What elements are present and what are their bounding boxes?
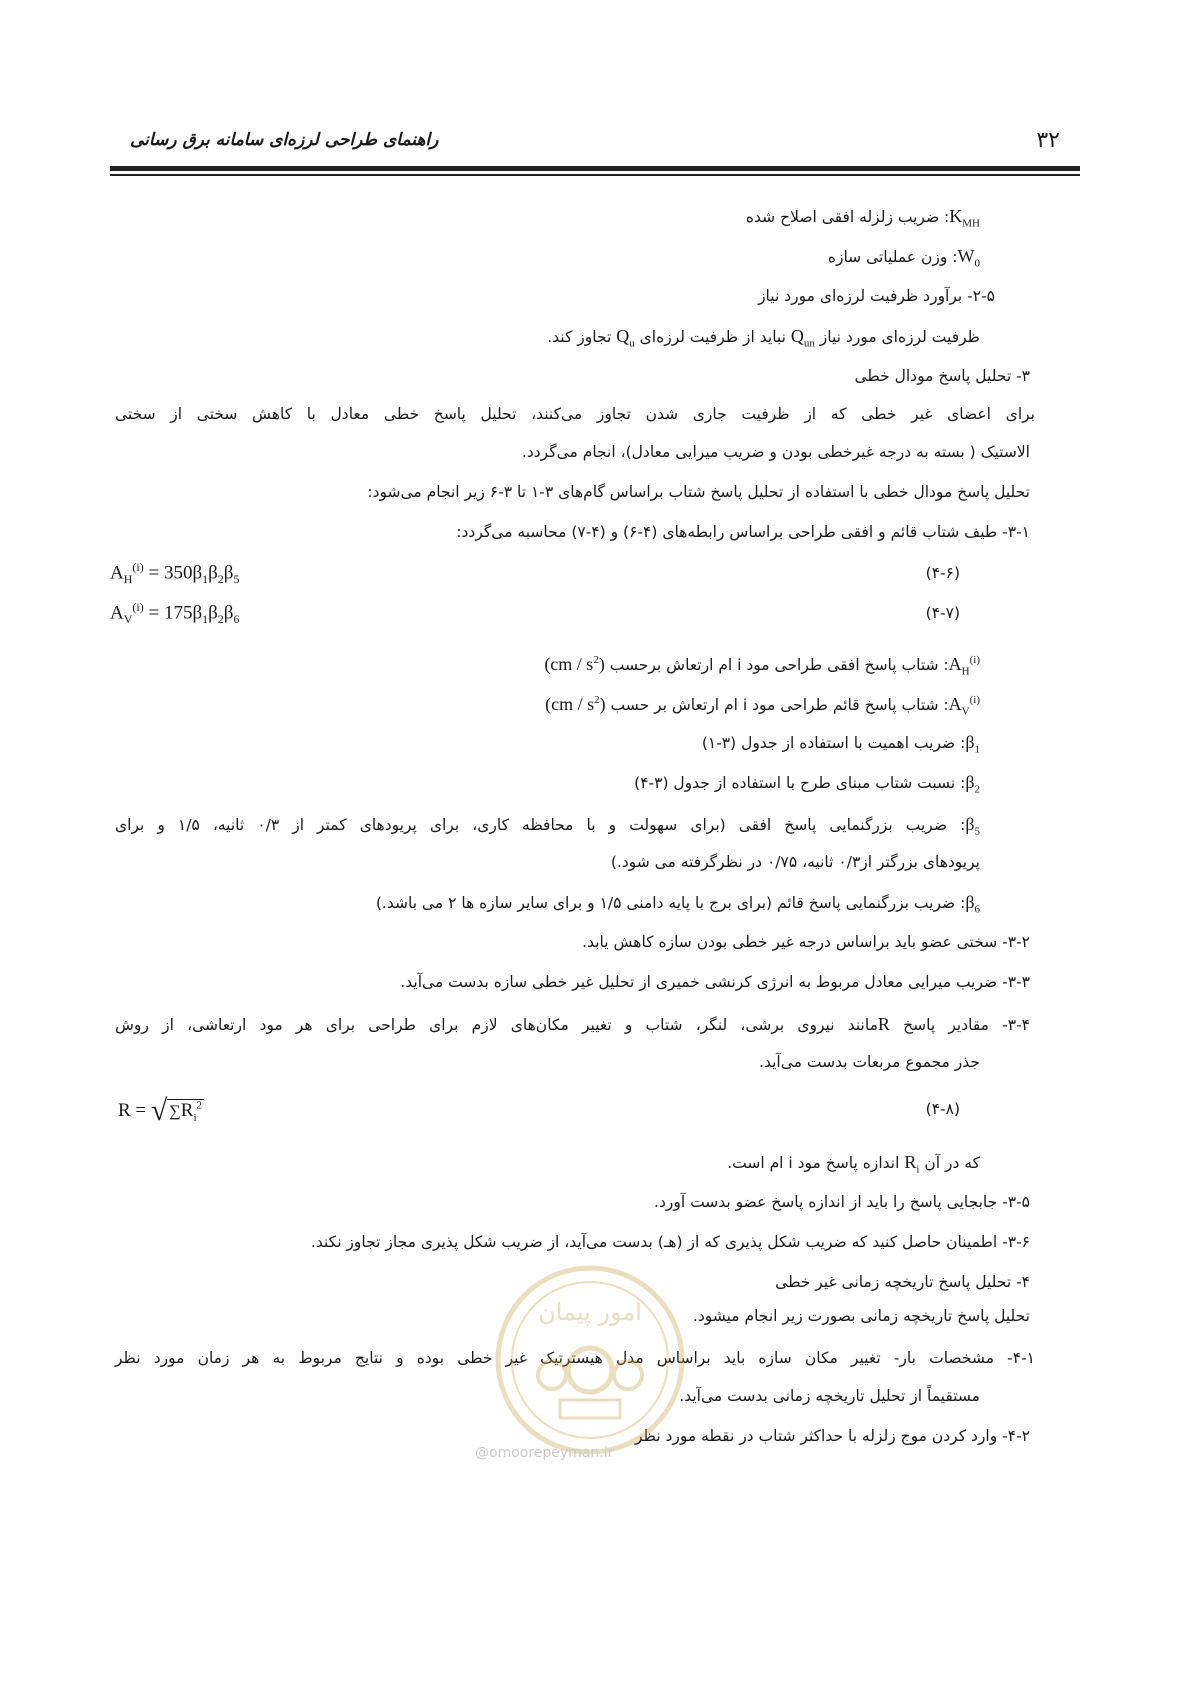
capacity-sentence: ظرفیت لرزه‌ای مورد نیاز $Q_{un}$ نباید از ظرفیت لرزه‌ای $Q_u$ تجاوز کند. [547,326,980,350]
ri-definition: که در آن $R_i$ اندازه پاسخ مود i ام است. [727,1152,980,1176]
unit-cm-s2: $(cm / s^2)$ [545,694,606,714]
beta1-definition: $\beta_1$: ضریب اهمیت با استفاده از جدول (۳-۱) [701,732,980,756]
section-3-heading: ۳- تحلیل پاسخ مودال خطی [854,367,1030,385]
paragraph-nonlinear-members-line1: برای اعضای غیر خطی که از ظرفیت جاری شدن تجاوز می‌کنند، تحلیل پاسخ خطی معادل با کاهش سختی از سختی [115,405,1035,423]
section-3-6: ۳-۶- اطمینان حاصل کنید که ضریب شکل پذیری که از (هـ) بدست می‌آید، از ضریب شکل پذیری مجاز تجاوز نکند. [310,1233,1030,1251]
page-number: ۳۲ [1036,128,1060,153]
section-2-5-heading: ۲-۵- برآورد ظرفیت لرزه‌ای مورد نیاز [758,287,995,305]
qu-symbol: $Q_u$ [616,326,635,350]
section-4-heading: ۴- تحلیل پاسخ تاریخچه زمانی غیر خطی [775,1273,1030,1291]
header-rule-thin [110,174,1080,176]
w0-definition: $W_0$: وزن عملیاتی سازه [827,246,980,270]
unit-cm-s2: $(cm / s^2)$ [544,654,605,674]
section-4-1-line1: ۴-۱- مشخصات بار- تغییر مکان سازه باید براساس مدل هیسترتیک غیر خطی بوده و نتایج مربوط به هر زمان مورد نظر [115,1349,1035,1367]
beta6-symbol: $\beta_6$ [965,892,980,916]
section-3-2: ۳-۲- سختی عضو باید براساس درجه غیر خطی بودن سازه کاهش یابد. [582,933,1030,951]
section-3-1-heading: ۳-۱- طیف شتاب قائم و افقی طراحی براساس رابطه‌های (۴-۶) و (۴-۷) محاسبه می‌گردد: [456,523,1030,541]
w0-symbol: $W_0$ [957,246,980,270]
section-3-4-line2: جذر مجموع مربعات بدست می‌آید. [759,1053,980,1071]
ah-definition: $A_H^{(i)}$: شتاب پاسخ افقی طراحی مود i ام ارتعاش برحسب $(cm / s^2)$ [544,654,980,678]
beta5-definition-line2: پریودهای بزرگتر از۰/۳ ثانیه، ۰/۷۵ در نظرگرفته می شود.) [610,853,980,871]
section-3-4-line1: ۳-۴- مقادیر پاسخ Rمانند نیروی برشی، لنگر، شتاب و تغییر مکان‌های لازم برای طراحی برای هر مود ارتعاشی، از روش [115,1014,1030,1034]
beta1-symbol: $\beta_1$ [965,732,980,756]
av-definition: $A_V^{(i)}$: شتاب پاسخ قائم طراحی مود i ام ارتعاش بر حسب $(cm / s^2)$ [545,694,980,718]
kmh-definition: $K_{MH}$: ضریب زلزله افقی اصلاح شده [745,206,980,230]
paragraph-time-history: تحلیل پاسخ تاریخچه زمانی بصورت زیر انجام میشود. [692,1307,1030,1325]
watermark-site: @omoorepeyman.ir [475,1445,614,1461]
ri-symbol: $R_i$ [904,1152,920,1176]
watermark-logo [490,1260,690,1460]
section-3-5: ۳-۵- جابجایی پاسخ را باید از اندازه پاسخ عضو بدست آورد. [654,1193,1030,1211]
watermark-logo-text: امور پیمان [538,1298,642,1326]
equation-4-6-number: (۴-۶) [925,564,960,582]
ah-symbol: $A_H^{(i)}$ [948,654,980,678]
section-4-1-line2: مستقیماً از تحلیل تاریخچه زمانی بدست می‌آید. [679,1387,980,1405]
r-symbol: R [877,1014,890,1034]
running-header-title: راهنمای طراحی لرزه‌ای سامانه برق رسانی [130,130,439,150]
equation-4-6: $A_H^{(i)} = 350\beta_1\beta_2\beta_5$ [110,560,240,587]
header-rule-thick [110,166,1080,171]
equation-4-8-number: (۴-۸) [925,1100,960,1118]
beta5-definition-line1: $\beta_5$: ضریب بزرگنمایی پاسخ افقی (برای سهولت و با محافظه کاری، برای پریودهای کمتر از ۰/۳ ثانیه، ۱/۵ و برای [115,814,980,838]
beta5-symbol: $\beta_5$ [965,814,980,838]
paragraph-modal-steps: تحلیل پاسخ مودال خطی با استفاده از تحلیل پاسخ شتاب براساس گام‌های ۳-۱ تا ۳-۶ زیر انجام می‌شود: [367,483,1030,501]
section-4-2: ۴-۲- وارد کردن موج زلزله با حداکثر شتاب در نقطه مورد نظر [634,1427,1030,1445]
section-3-3: ۳-۳- ضریب میرایی معادل مربوط به انرژی کرنشی خمیری از تحلیل غیر خطی سازه بدست می‌آید. [400,973,1030,991]
qun-symbol: $Q_{un}$ [790,326,815,350]
beta2-symbol: $\beta_2$ [965,772,980,796]
beta2-definition: $\beta_2$: نسبت شتاب مبنای طرح با استفاده از جدول (۳-۴) [634,772,980,796]
equation-4-7-number: (۴-۷) [925,604,960,622]
beta6-definition: $\beta_6$: ضریب بزرگنمایی پاسخ قائم (برای برج با پایه دامنی ۱/۵ و برای سایر سازه ها ۲ می باشد.) [375,892,980,916]
av-symbol: $A_V^{(i)}$ [948,694,980,718]
equation-4-8: R = √ $\sum R_i^2$ [118,1094,203,1127]
kmh-symbol: $K_{MH}$ [949,206,980,230]
paragraph-nonlinear-members-line2: الاستیک ( بسته به درجه غیرخطی بودن و ضریب میرایی معادل)، انجام می‌گردد. [521,443,1030,461]
equation-4-7: $A_V^{(i)} = 175\beta_1\beta_2\beta_6$ [110,600,240,627]
